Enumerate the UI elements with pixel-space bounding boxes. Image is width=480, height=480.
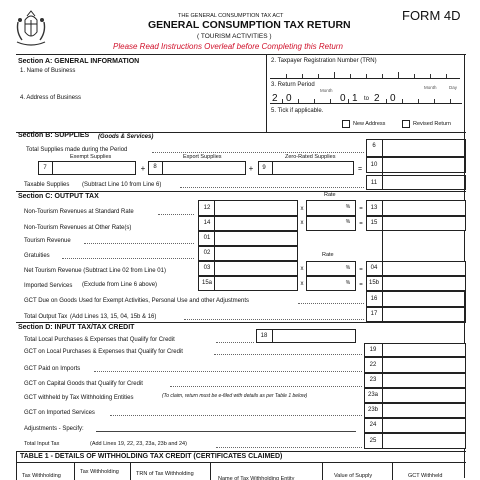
equals-sign: =: [359, 206, 363, 212]
return-period-field[interactable]: 2 0 0 1 to 2 0: [270, 92, 462, 104]
line-23b-number: 23b: [367, 407, 378, 413]
output-line-14-label: Non-Tourism Revenues at Other Rate(s): [24, 225, 132, 231]
line-16-number: 16: [370, 296, 378, 302]
month-label: Month: [320, 88, 333, 93]
line-19-number: 19: [369, 347, 377, 353]
coat-of-arms-icon: [14, 10, 48, 50]
total-output-tax-note: (Add Lines 13, 15, 04, 15b & 16): [70, 314, 157, 320]
line-6-number: 6: [372, 143, 376, 149]
section-d-title: Section D: INPUT TAX/TAX CREDIT: [18, 324, 135, 331]
table-1-title: TABLE 1 - DETAILS OF WITHHOLDING TAX CREDIT (CERTIFICATES CLAIMED): [20, 453, 283, 460]
adjustments-label: Adjustments - Specify:: [24, 426, 84, 432]
export-supplies-label: Export Supplies: [183, 154, 222, 160]
total-input-tax-note: (Add Lines 19, 22, 23, 23a, 23b and 24): [90, 441, 187, 447]
taxable-supplies-label: Taxable Supplies: [24, 182, 70, 188]
form-number: FORM 4D: [402, 8, 461, 23]
trn-label: 2. Taxpayer Registration Number (TRN): [271, 58, 377, 64]
form-title: GENERAL CONSUMPTION TAX RETURN: [148, 19, 351, 31]
gct-withheld-label: GCT withheld by Tax Withholding Entities: [24, 395, 134, 401]
line-22-number: 22: [369, 362, 377, 368]
imported-services-note: (Exclude from Line 6 above): [82, 282, 158, 288]
gct-capital-goods-label: GCT on Capital Goods that Qualify for Credit: [24, 381, 143, 387]
new-address-label: New Address: [353, 121, 386, 127]
net-tourism-revenue-label: Net Tourism Revenue (Subtract Line 02 from Line 01): [24, 268, 166, 274]
percent-sign: %: [345, 265, 351, 271]
act-name: THE GENERAL CONSUMPTION TAX ACT: [178, 13, 284, 19]
line-15b-number: 15b: [368, 280, 379, 286]
local-purchases-label: Total Local Purchases & Expenses that Qualify for Credit: [24, 337, 175, 343]
total-output-tax-label: Total Output Tax: [24, 314, 68, 320]
equals-sign: =: [357, 166, 363, 173]
gct-imports-label: GCT Paid on Imports: [24, 366, 81, 372]
total-supplies-label: Total Supplies made during the Period: [26, 147, 128, 153]
tourism-revenue-label: Tourism Revenue: [24, 238, 71, 244]
line-12-number: 12: [203, 205, 211, 211]
percent-sign: %: [345, 280, 351, 286]
plus-sign: +: [248, 164, 254, 173]
rate-header-2: Rate: [322, 252, 334, 258]
output-line-12-label: Non-Tourism Revenues at Standard Rate: [24, 209, 134, 215]
line-18-number: 18: [260, 333, 268, 339]
gct-exempt-activities-label: GCT Due on Goods Used for Exempt Activities, Personal Use and other Adjustments: [24, 298, 249, 304]
line-9-number: 9: [262, 165, 266, 171]
times-sign: x: [300, 266, 304, 272]
table-header-tax-withholding-2: Tax Withholding: [80, 469, 119, 475]
line-01-number: 01: [203, 235, 211, 241]
total-input-tax-label: Total Input Tax: [24, 441, 60, 447]
gct-local-purchases-label: GCT on Local Purchases & Expenses that Qualify for Credit: [24, 349, 183, 355]
exempt-supplies-label: Exempt Supplies: [70, 154, 112, 160]
equals-sign: =: [359, 221, 363, 227]
section-b-title: Section B: SUPPLIES: [18, 132, 90, 139]
gct-withheld-note: (To claim, return must be e-filed with details as per Table 1 below): [162, 393, 308, 399]
return-period-label: 3. Return Period: [271, 82, 315, 88]
zero-rated-label: Zero-Rated Supplies: [285, 154, 336, 160]
address-label: 4. Address of Business: [20, 95, 82, 101]
address-field[interactable]: [20, 102, 260, 128]
line-23a-number: 23a: [367, 392, 378, 398]
table-header-trn: TRN of Tax Withholding: [136, 471, 194, 477]
tick-applicable-label: 5. Tick if applicable.: [271, 108, 324, 114]
day-label: Day: [449, 85, 458, 90]
line-14-number: 14: [203, 220, 211, 226]
rate-header: Rate: [324, 192, 336, 198]
gratuities-label: Gratuities: [24, 253, 50, 259]
revised-return-checkbox[interactable]: [402, 120, 410, 128]
table-header-entity-name: Name of Tax Withholding Entity: [218, 476, 295, 480]
line-7-number: 7: [43, 165, 47, 171]
line-17-number: 17: [370, 311, 378, 317]
line-11-number: 11: [370, 180, 378, 186]
section-b-note: (Goods & Services): [98, 134, 154, 140]
line-15a-number: 15a: [201, 280, 212, 286]
adjustments-specify-field[interactable]: [96, 424, 356, 432]
line-10-number: 10: [370, 162, 378, 168]
equals-sign: =: [359, 282, 363, 288]
line-15-number: 15: [370, 220, 378, 226]
new-address-checkbox[interactable]: [342, 120, 350, 128]
line-02-number: 02: [203, 250, 211, 256]
table-header-value-of-supply: Value of Supply: [334, 473, 373, 479]
percent-sign: %: [345, 219, 351, 225]
gct-imported-services-label: GCT on Imported Services: [24, 410, 95, 416]
form-subtitle: ( TOURISM ACTIVITIES ): [197, 33, 272, 40]
line-18-field[interactable]: [256, 329, 356, 343]
line-03-number: 03: [203, 265, 211, 271]
table-header-tax-withholding: Tax Withholding: [22, 473, 61, 479]
line-23-number: 23: [369, 377, 377, 383]
section-c-title: Section C: OUTPUT TAX: [18, 193, 99, 200]
table-header-gct-withheld: GCT Withheld: [408, 473, 443, 479]
times-sign: x: [300, 281, 304, 287]
equals-sign: =: [359, 267, 363, 273]
line-04-number: 04: [370, 265, 378, 271]
times-sign: x: [300, 220, 304, 226]
business-name-label: 1. Name of Business: [20, 68, 76, 74]
line-13-number: 13: [370, 205, 378, 211]
percent-sign: %: [345, 204, 351, 210]
instructions-notice: Please Read Instructions Overleaf before Completing this Return: [113, 42, 343, 51]
business-name-field[interactable]: [20, 75, 260, 89]
imported-services-label: Imported Services: [24, 283, 73, 289]
section-a-title: Section A: GENERAL INFORMATION: [18, 58, 140, 65]
month-label-2: Month: [424, 85, 437, 90]
line-24-number: 24: [369, 422, 377, 428]
revised-return-label: Revised Return: [413, 121, 451, 127]
taxable-supplies-note: (Subtract Line 10 from Line 6): [82, 182, 162, 188]
plus-sign: +: [140, 164, 146, 173]
trn-field[interactable]: [270, 66, 460, 79]
line-6-field[interactable]: [366, 139, 466, 157]
line-8-number: 8: [153, 164, 157, 170]
times-sign: x: [300, 206, 304, 212]
line-25-number: 25: [369, 438, 377, 444]
